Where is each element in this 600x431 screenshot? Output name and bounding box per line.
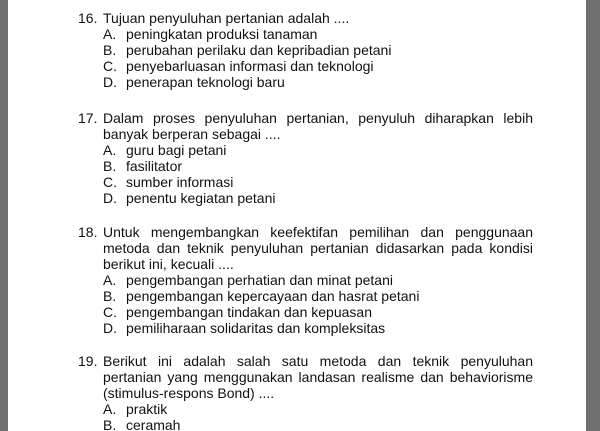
option-a (103, 26, 533, 42)
option-letter: B. (103, 158, 117, 174)
option-text: praktik (126, 401, 168, 417)
question-text: Tujuan penyuluhan pertanian adalah .... (103, 10, 350, 26)
option-letter: B. (103, 417, 117, 431)
question-text: Dalam proses penyuluhan pertanian, penyuluh diharapkan lebih banyak berperan sebagai .... (103, 110, 533, 142)
option-text: pemiliharaan solidaritas dan kompleksitas (126, 320, 386, 336)
option-text: perubahan perilaku dan kepribadian petani (126, 42, 392, 58)
option-text: penentu kegiatan petani (126, 190, 276, 206)
option-a (103, 272, 533, 288)
option-text: penerapan teknologi baru (126, 74, 285, 90)
question-text: Untuk mengembangkan keefektifan pemilihan dan penggunaan metoda dan teknik penyuluhan pertanian didasarkan pada kondisi berikut ini, kecuali .... (103, 224, 533, 272)
option-d (103, 74, 533, 90)
option-letter: D. (103, 320, 117, 336)
option-text: penyebarluasan informasi dan teknologi (126, 58, 374, 74)
option-text: ceramah (126, 417, 181, 431)
option-letter: A. (103, 401, 117, 417)
option-d (103, 190, 533, 206)
option-letter: C. (103, 174, 117, 190)
option-text: guru bagi petani (126, 142, 227, 158)
option-b (103, 158, 533, 174)
option-a (103, 142, 533, 158)
option-text: pengembangan kepercayaan dan hasrat petani (126, 288, 420, 304)
option-text: sumber informasi (126, 174, 234, 190)
options-list (103, 401, 533, 431)
option-letter: D. (103, 190, 117, 206)
option-b (103, 417, 533, 431)
question-number: 16. (78, 10, 98, 26)
option-c (103, 174, 533, 190)
option-text: fasilitator (126, 158, 183, 174)
document-page (8, 0, 586, 431)
option-d (103, 320, 533, 336)
question-number: 18. (78, 224, 98, 240)
question-text: Berikut ini adalah salah satu metoda dan teknik penyuluhan pertanian yang menggunakan landasan realisme dan behaviorisme (stimulus-respons Bond) .... (103, 353, 533, 401)
option-b (103, 42, 533, 58)
question-number: 19. (78, 353, 98, 369)
option-text: pengembangan tindakan dan kepuasan (126, 304, 372, 320)
option-letter: C. (103, 58, 117, 74)
options-list (103, 142, 533, 206)
options-list (103, 26, 533, 90)
option-letter: B. (103, 42, 117, 58)
option-letter: D. (103, 74, 117, 90)
option-letter: A. (103, 26, 117, 42)
option-b (103, 288, 533, 304)
option-c (103, 58, 533, 74)
option-a (103, 401, 533, 417)
option-letter: B. (103, 288, 117, 304)
option-c (103, 304, 533, 320)
option-letter: A. (103, 142, 117, 158)
option-letter: C. (103, 304, 117, 320)
option-text: peningkatan produksi tanaman (126, 26, 318, 42)
options-list (103, 272, 533, 336)
option-letter: A. (103, 272, 117, 288)
option-text: pengembangan perhatian dan minat petani (126, 272, 393, 288)
question-number: 17. (78, 110, 98, 126)
